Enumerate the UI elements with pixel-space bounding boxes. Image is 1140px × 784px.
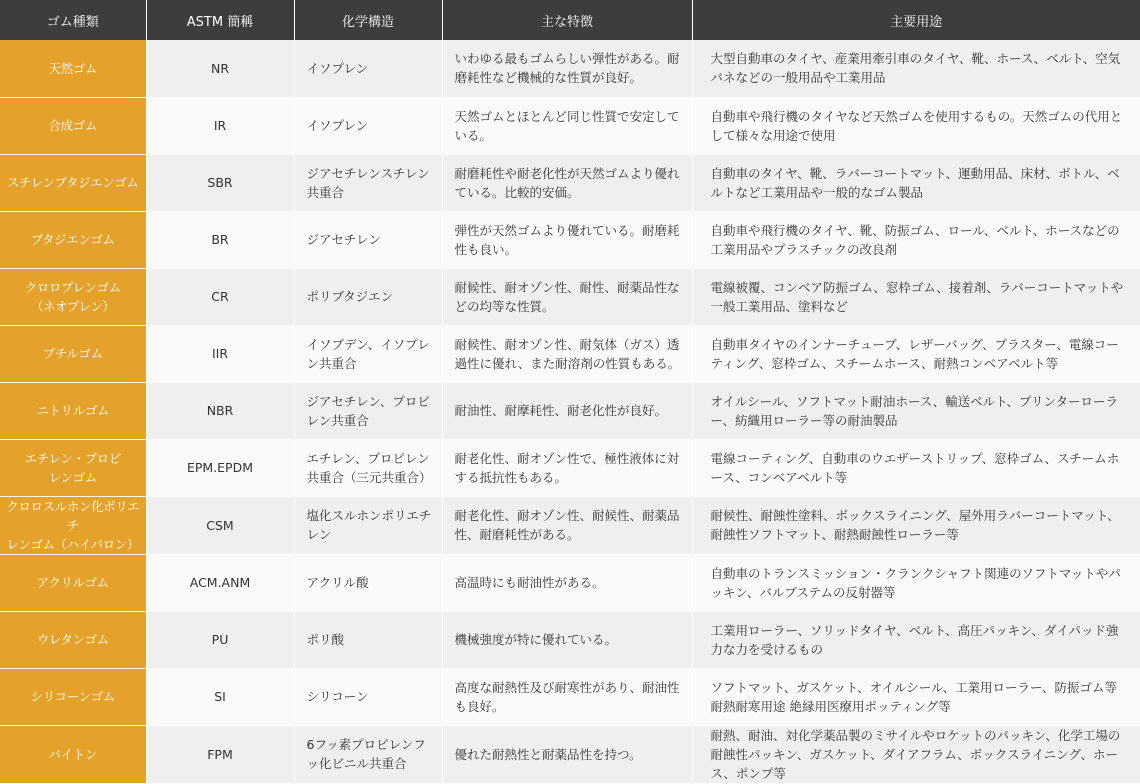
uses-cell: 耐熱、耐油、対化学薬品製のミサイルやロケットのパッキン、化学工場の耐蝕性パッキン、ガスケット、ダイアフラム、ボックスライニング、ホース、ポンプ等 <box>692 725 1140 783</box>
chemical-structure-cell: ジアセチレンスチレン共重合 <box>294 154 442 211</box>
feature-cell: 天然ゴムとほとんど同じ性質で安定している。 <box>442 97 692 154</box>
astm-code-cell: CR <box>146 268 294 325</box>
chemical-structure-cell: イソブデン、イソプレン共重合 <box>294 325 442 382</box>
rubber-name-cell: 天然ゴム <box>0 40 146 97</box>
feature-cell: 弾性が天然ゴムより優れている。耐磨耗性も良い。 <box>442 211 692 268</box>
chemical-structure-cell: ジアセチレン、プロピレン共重合 <box>294 382 442 439</box>
feature-cell: 耐老化性、耐オゾン性、耐候性、耐薬品性、耐磨耗性がある。 <box>442 496 692 554</box>
rubber-name-cell: アクリルゴム <box>0 554 146 611</box>
uses-cell: 自動車のタイヤ、靴、ラバーコートマット、運動用品、床材、ボトル、ベルトなど工業用品や一般的なゴム製品 <box>692 154 1140 211</box>
feature-cell: 高度な耐熱性及び耐寒性があり、耐油性も良好。 <box>442 668 692 725</box>
chemical-structure-cell: シリコーン <box>294 668 442 725</box>
table-row <box>0 97 1140 154</box>
table-body <box>0 40 1140 783</box>
astm-code-cell: BR <box>146 211 294 268</box>
feature-cell: 高温時にも耐油性がある。 <box>442 554 692 611</box>
uses-cell: 自動車のトランスミッション・クランクシャフト関連のソフトマットやパッキン、バルブステムの反射器等 <box>692 554 1140 611</box>
astm-code-cell: SI <box>146 668 294 725</box>
uses-cell: 工業用ローラー、ソリッドタイヤ、ベルト、高圧パッキン、ダイパッド強力な力を受けるもの <box>692 611 1140 668</box>
chemical-structure-cell: ポリブタジエン <box>294 268 442 325</box>
header-astm: ASTM 簡稱 <box>146 0 294 40</box>
uses-cell: ソフトマット、ガスケット、オイルシール、工業用ローラー、防振ゴム等耐熱耐寒用途 絶縁用医療用ポッティング等 <box>692 668 1140 725</box>
table-row <box>0 382 1140 439</box>
feature-cell: 耐油性、耐摩耗性、耐老化性が良好。 <box>442 382 692 439</box>
chemical-structure-cell: アクリル酸 <box>294 554 442 611</box>
astm-code-cell: ACM.ANM <box>146 554 294 611</box>
rubber-name-cell: ブチルゴム <box>0 325 146 382</box>
feature-cell: 耐磨耗性や耐老化性が天然ゴムより優れている。比較的安価。 <box>442 154 692 211</box>
chemical-structure-cell: ポリ酸 <box>294 611 442 668</box>
rubber-name-cell: スチレンブタジエンゴム <box>0 154 146 211</box>
astm-code-cell: PU <box>146 611 294 668</box>
feature-cell: 機械強度が特に優れている。 <box>442 611 692 668</box>
uses-cell: 電線被覆、コンベア防振ゴム、窓枠ゴム、接着剤、ラバーコートマットや一般工業用品、塗料など <box>692 268 1140 325</box>
feature-cell: 優れた耐熱性と耐薬品性を持つ。 <box>442 725 692 783</box>
table-row <box>0 211 1140 268</box>
astm-code-cell: CSM <box>146 496 294 554</box>
uses-cell: 大型自動車のタイヤ、産業用牽引車のタイヤ、靴、ホース、ベルト、空気バネなどの一般用品や工業用品 <box>692 40 1140 97</box>
rubber-name-cell: ニトリルゴム <box>0 382 146 439</box>
table-row <box>0 554 1140 611</box>
chemical-structure-cell: ジアセチレン <box>294 211 442 268</box>
table-row <box>0 268 1140 325</box>
uses-cell: オイルシール、ソフトマット耐油ホース、輸送ベルト、プリンターローラー、紡織用ローラー等の耐油製品 <box>692 382 1140 439</box>
uses-cell: 自動車や飛行機のタイヤ、靴、防振ゴム、ロール、ベルト、ホースなどの工業用品やプラスチックの改良剤 <box>692 211 1140 268</box>
astm-code-cell: SBR <box>146 154 294 211</box>
header-uses: 主要用途 <box>692 0 1140 40</box>
table-row <box>0 668 1140 725</box>
rubber-name-cell: ウレタンゴム <box>0 611 146 668</box>
table-row <box>0 154 1140 211</box>
chemical-structure-cell: イソプレン <box>294 40 442 97</box>
table-row <box>0 40 1140 97</box>
feature-cell: 耐老化性、耐オゾン性で、極性液体に対する抵抗性もある。 <box>442 439 692 496</box>
feature-cell: 耐候性、耐オゾン性、耐性、耐薬品性などの均等な性質。 <box>442 268 692 325</box>
astm-code-cell: IIR <box>146 325 294 382</box>
astm-code-cell: EPM.EPDM <box>146 439 294 496</box>
chemical-structure-cell: 塩化スルホンポリエチレン <box>294 496 442 554</box>
header-features: 主な特徴 <box>442 0 692 40</box>
rubber-name-cell: エチレン・プロピ レンゴム <box>0 439 146 496</box>
astm-code-cell: NR <box>146 40 294 97</box>
rubber-name-cell: クロロスルホン化ポリエチ レンゴム（ハイパロン） <box>0 496 146 554</box>
rubber-name-cell: バイトン <box>0 725 146 783</box>
table-row <box>0 725 1140 783</box>
rubber-name-cell: 合成ゴム <box>0 97 146 154</box>
astm-code-cell: FPM <box>146 725 294 783</box>
table-row <box>0 439 1140 496</box>
uses-cell: 自動車タイヤのインナーチューブ、レザーバッグ、プラスター、電線コーティング、窓枠ゴム、スチームホース、耐熱コンベアベルト等 <box>692 325 1140 382</box>
feature-cell: いわゆる最もゴムらしい弾性がある。耐磨耗性など機械的な性質が良好。 <box>442 40 692 97</box>
table-row <box>0 325 1140 382</box>
uses-cell: 自動車や飛行機のタイヤなど天然ゴムを使用するもの。天然ゴムの代用として様々な用途で使用 <box>692 97 1140 154</box>
chemical-structure-cell: エチレン、プロピレン共重合（三元共重合） <box>294 439 442 496</box>
table-row <box>0 611 1140 668</box>
rubber-name-cell: ブタジエンゴム <box>0 211 146 268</box>
uses-cell: 電線コーティング、自動車のウエザーストリップ、窓枠ゴム、スチームホース、コンベアベルト等 <box>692 439 1140 496</box>
feature-cell: 耐候性、耐オゾン性、耐気体（ガス）透過性に優れ、また耐溶剤の性質もある。 <box>442 325 692 382</box>
rubber-name-cell: シリコーンゴム <box>0 668 146 725</box>
rubber-name-cell: クロロプレンゴム （ネオプレン） <box>0 268 146 325</box>
uses-cell: 耐候性、耐蝕性塗料、ボックスライニング、屋外用ラバーコートマット、耐蝕性ソフトマット、耐熱耐蝕性ローラー等 <box>692 496 1140 554</box>
header-rubber-type: ゴム種類 <box>0 0 146 40</box>
astm-code-cell: IR <box>146 97 294 154</box>
chemical-structure-cell: 6フッ素プロピレンフッ化ビニル共重合 <box>294 725 442 783</box>
table-header-row <box>0 0 1140 40</box>
header-chemical-structure: 化学構造 <box>294 0 442 40</box>
chemical-structure-cell: イソプレン <box>294 97 442 154</box>
astm-code-cell: NBR <box>146 382 294 439</box>
table-row <box>0 496 1140 554</box>
